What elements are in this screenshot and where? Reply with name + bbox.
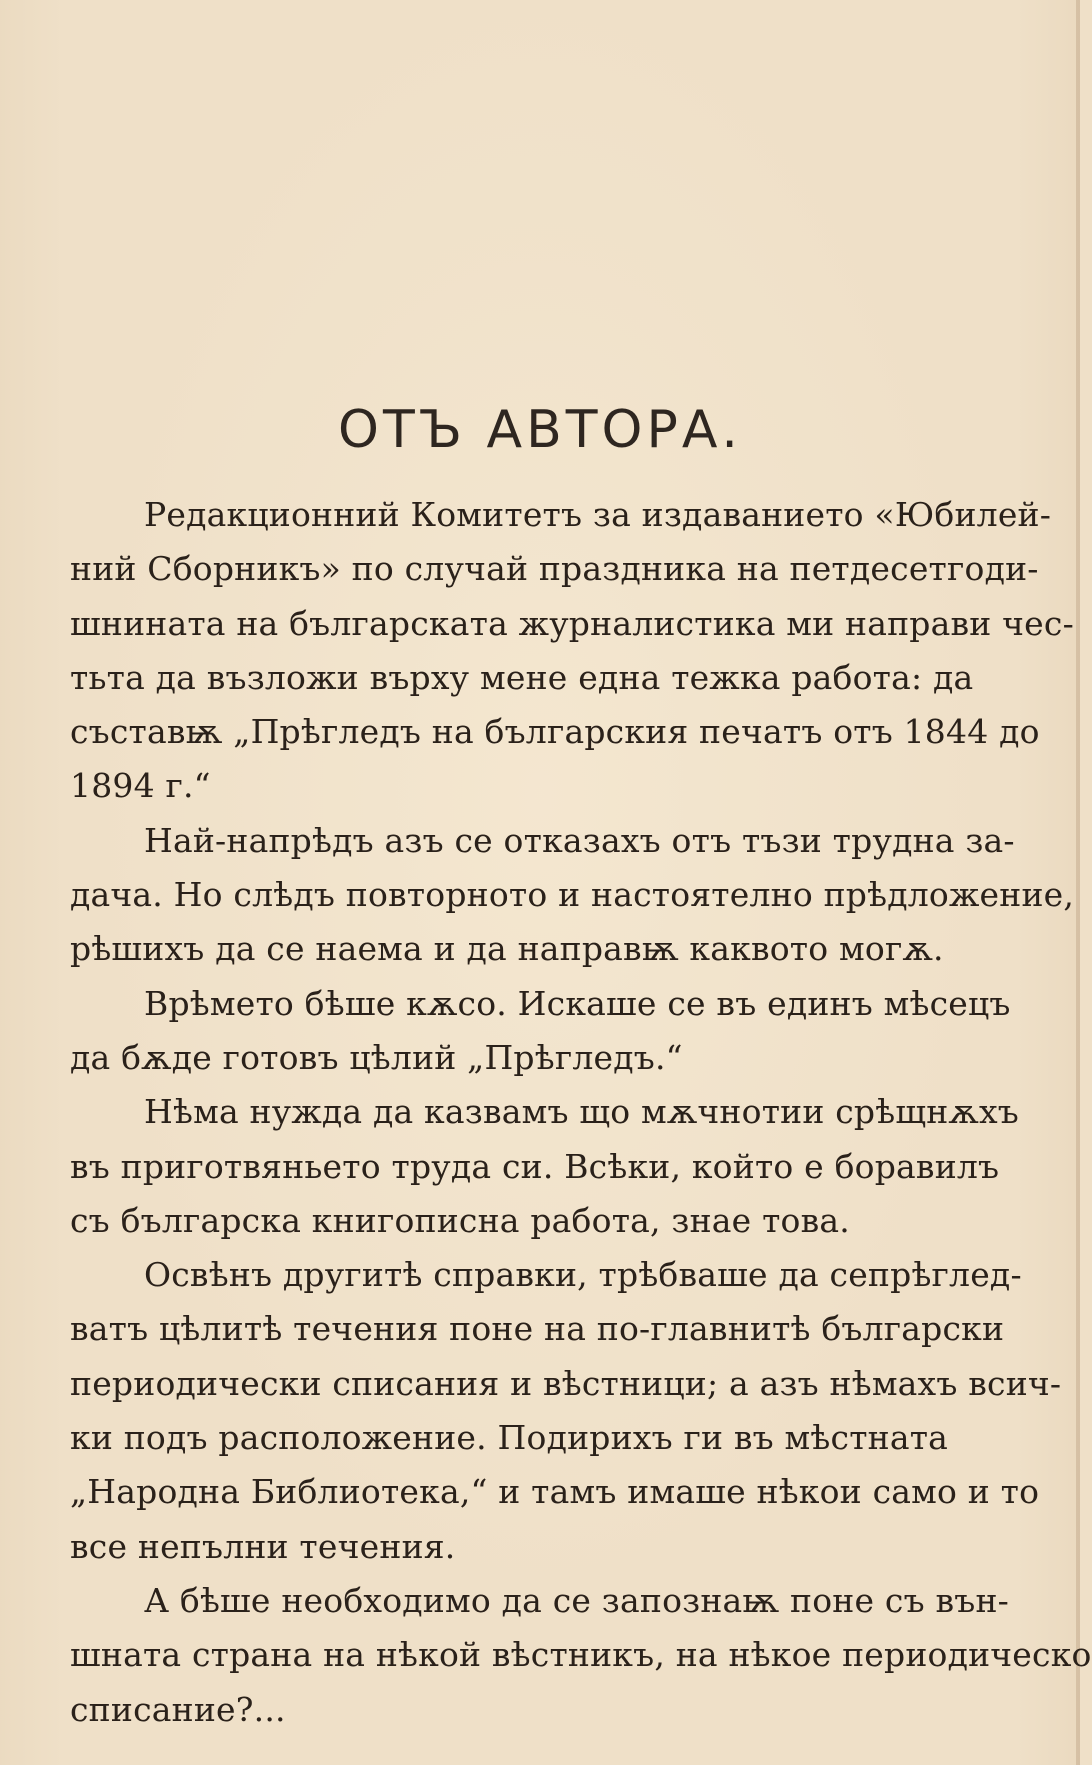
- text-line: въ приготвяньето труда си. Всѣки, който е боравилъ: [70, 1146, 1000, 1186]
- text-line: шната страна на нѣкой вѣстникъ, на нѣкое периодическо: [70, 1635, 1092, 1675]
- text-line: съставѭ „Прѣгледъ на българския печатъ отъ 1844 до: [70, 712, 1040, 752]
- text-line: шнината на българската журналистика ми направи чес-: [70, 603, 1074, 643]
- text-line: Редакционний Комитетъ за издаванието «Юбилей-: [144, 495, 1052, 534]
- text-line: „Народна Библиотека,“ и тамъ имаше нѣкои само и то: [70, 1472, 1040, 1512]
- paragraph-2: [70, 814, 1075, 977]
- text-line: периодически списания и вѣстници; а азъ нѣмахъ всич-: [70, 1363, 1062, 1403]
- text-line: тьта да възложи върху мене една тежка работа: да: [70, 657, 974, 697]
- paragraph-1: [70, 488, 1074, 814]
- text-line: А бѣше необходимо да се запознаѭ поне съ вън-: [144, 1580, 1009, 1620]
- page-title: ОТЪ АВТОРА.: [338, 400, 742, 460]
- text-line: списание?...: [70, 1689, 286, 1729]
- page-edge: [1076, 0, 1080, 1765]
- text-line: да бѫде готовъ цѣлий „Прѣгледъ.“: [70, 1037, 683, 1077]
- text-line: Най-напрѣдъ азъ се отказахъ отъ тъзи трудна за-: [144, 820, 1015, 860]
- text-line: съ българска книгописна работа, знае това.: [70, 1200, 850, 1240]
- paragraph-5: [70, 1248, 1062, 1574]
- paragraph-3: [70, 977, 1011, 1086]
- text-line: ки подъ расположение. Подирихъ ги въ мѣстната: [70, 1418, 949, 1458]
- paragraph-4: [70, 1085, 1019, 1248]
- text-line: Освѣнъ другитѣ справки, трѣбваше да сепрѣглед-: [144, 1255, 1022, 1295]
- text-line: 1894 г.“: [70, 766, 211, 806]
- text-line: Нѣма нужда да казвамъ що мѫчнотии срѣщнѫхъ: [144, 1092, 1019, 1132]
- text-line: Врѣмето бѣше кѫсо. Искаше се въ единъ мѣсецъ: [144, 983, 1011, 1023]
- body-text: [70, 488, 1092, 1737]
- text-line: ний Сборникъ» по случай праздника на петдесетгоди-: [70, 549, 1039, 589]
- text-line: ватъ цѣлитѣ течения поне на по-главнитѣ български: [70, 1309, 1005, 1349]
- text-line: рѣшихъ да се наема и да направѭ каквото могѫ.: [70, 929, 944, 969]
- paragraph-6: [70, 1574, 1092, 1737]
- text-line: все непълни течения.: [70, 1526, 456, 1566]
- text-line: дача. Но слѣдъ повторното и настоятелно прѣдложение,: [70, 875, 1075, 915]
